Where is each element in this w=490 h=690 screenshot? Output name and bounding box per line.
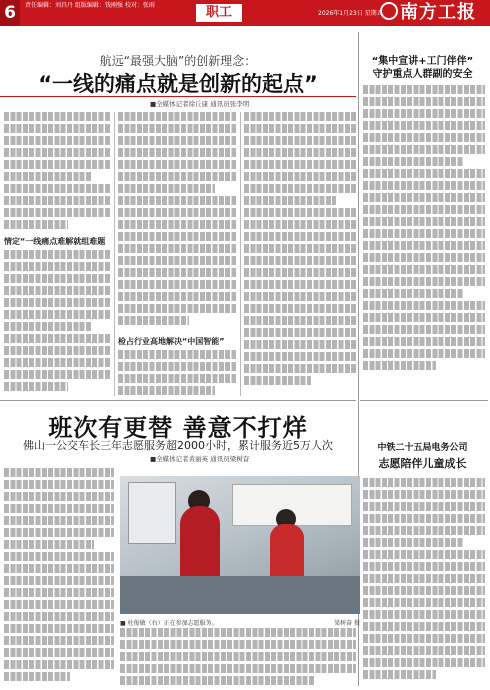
photo-window (128, 482, 176, 544)
page-header (0, 0, 490, 26)
story2-col-a (4, 468, 114, 686)
photo-person-volunteer (180, 506, 220, 586)
story1-col-a-bottom (4, 250, 110, 396)
story1-col-b-bottom (118, 350, 236, 396)
story1-col-c (244, 112, 356, 396)
sidebar1-title-line1: “集中宣讲+工门伴伴” (371, 56, 474, 67)
masthead-name: 南方工报 (400, 2, 476, 23)
sidebar1-title-line2: 守护重点人群副的安全 (372, 69, 473, 80)
editor-credits: 责任编辑：刘昌丹 组版编辑：钱刚强 校对：张雨 (25, 2, 155, 9)
photo-caption (120, 618, 360, 627)
section-label: 职工 (196, 4, 242, 22)
story1-kicker: 航远“最强大脑”的创新理念： (99, 54, 257, 68)
sidebar2-body (363, 478, 485, 686)
story1-subhead-2: 检占行业高地解决“中国智能” (118, 337, 225, 346)
story1-subhead-1: 情定“一线痛点难解就组难题 (4, 237, 106, 246)
issue-date: 2026年1月23日 星期五 (318, 10, 383, 17)
column-divider (114, 112, 115, 396)
volunteer-photo (120, 476, 360, 614)
story2-headline: 班次有更替 善意不打烊 (48, 414, 308, 442)
story2-col-b (120, 628, 356, 686)
story2-byline: ■全媒体记者黄丽英 通讯员梁树奋 (150, 455, 250, 463)
photo-caption-text: ■ 杜俊敏（右）正在参加志愿服务。 (120, 620, 218, 627)
photo-credit: 梁树奋 摄 (334, 620, 360, 627)
story1-rule (0, 96, 356, 97)
logo-icon (380, 2, 398, 20)
sidebar2-kicker: 中铁二十五局电务公司 (377, 443, 468, 453)
story1-col-a-top (4, 112, 110, 234)
story2-subheadline: 佛山一公交车长三年志愿服务超2000小时，累计服务近5万人次 (23, 439, 333, 452)
story1-col-b-top (118, 112, 236, 334)
sidebar2-title: 志愿陪伴儿童成长 (378, 457, 467, 470)
story1-byline: ■全媒体记者徐丘康 通讯员张李明 (150, 100, 250, 108)
photo-service-counter (120, 576, 360, 614)
sidebar-separator (360, 400, 488, 401)
masthead-logo (380, 2, 476, 24)
header-meta (25, 2, 155, 10)
page-number: 6 (0, 0, 20, 26)
column-divider (240, 112, 241, 396)
feature-rule (0, 400, 356, 401)
sidebar1-body (363, 85, 485, 377)
story1-headline: “一线的痛点就是创新的起点” (38, 72, 318, 96)
